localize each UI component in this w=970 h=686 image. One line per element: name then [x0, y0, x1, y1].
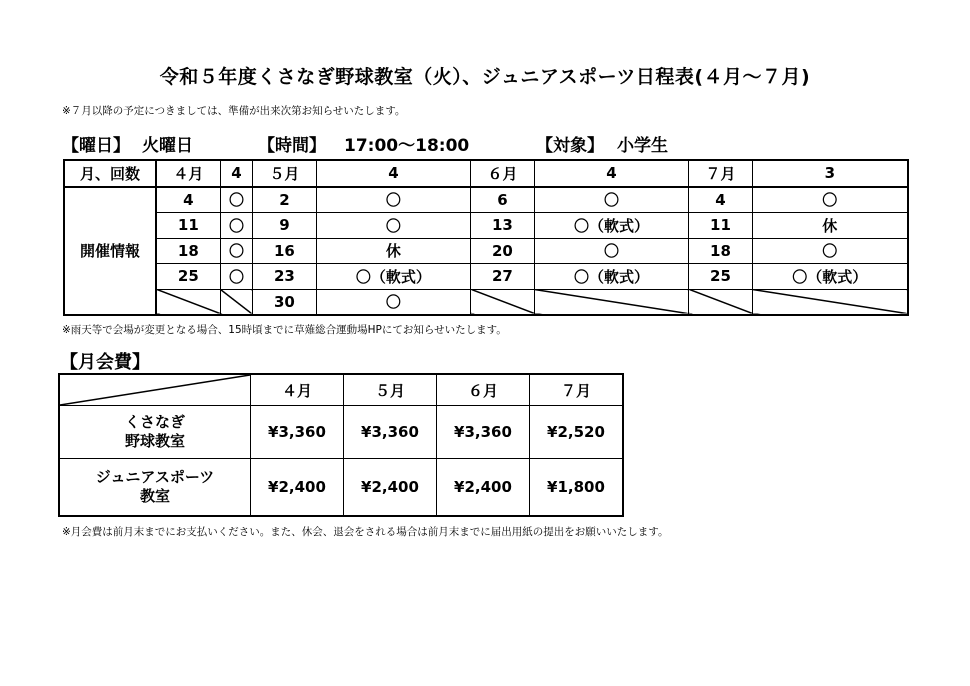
- schedule-table: [63, 159, 909, 316]
- fee-program-name-line1: ジュニアスポーツ: [95, 468, 215, 486]
- note-rain: ※雨天等で会場が変更となる場合、15時頃までに草薙総合運動場HPにてお知らせいたします。: [62, 324, 507, 336]
- session-status: 〇: [534, 238, 689, 264]
- fee-value: ¥2,400: [437, 459, 530, 517]
- session-date: 4: [689, 187, 752, 213]
- time-label: 【時間】: [258, 136, 326, 156]
- schedule-row: [64, 264, 908, 290]
- session-date: 23: [253, 264, 316, 290]
- note-top: ※７月以降の予定につきましては、準備が出来次第お知らせいたします。: [62, 105, 406, 117]
- session-date: 6: [471, 187, 534, 213]
- session-date: 27: [471, 264, 534, 290]
- fee-value: ¥2,520: [530, 406, 624, 459]
- fees-header-row: [59, 374, 623, 406]
- fee-row: [59, 406, 623, 459]
- session-date: 25: [156, 264, 220, 290]
- session-status: 〇: [316, 289, 471, 315]
- session-status: 〇: [316, 213, 471, 239]
- session-status: 〇: [752, 238, 908, 264]
- session-status: 休: [316, 238, 471, 264]
- session-status: 〇: [534, 187, 689, 213]
- target-value: 小学生: [617, 136, 668, 156]
- session-status: 〇: [220, 213, 253, 239]
- session-status: 休: [752, 213, 908, 239]
- fees-table: [58, 373, 624, 517]
- fee-value: ¥2,400: [251, 459, 344, 517]
- schedule-header-row: [64, 160, 908, 187]
- schedule-row: [64, 187, 908, 213]
- session-date: 2: [253, 187, 316, 213]
- fee-program-name: [59, 406, 251, 459]
- empty-cell: [752, 289, 908, 315]
- fee-month: ４月: [251, 374, 344, 406]
- day-value: 火曜日: [142, 136, 193, 156]
- fee-program-name: [59, 459, 251, 517]
- empty-cell: [220, 289, 253, 315]
- month-label: ４月: [156, 160, 220, 187]
- session-status: 〇: [752, 187, 908, 213]
- target-label: 【対象】: [536, 136, 604, 156]
- month-label: ７月: [689, 160, 752, 187]
- month-label: ５月: [253, 160, 316, 187]
- fee-program-name-line1: くさなぎ: [124, 413, 185, 431]
- month-count: 4: [534, 160, 689, 187]
- fees-heading: 【月会費】: [60, 352, 150, 373]
- fee-month: ７月: [530, 374, 624, 406]
- schedule-row: [64, 213, 908, 239]
- page-title: 令和５年度くさなぎ野球教室（火）、ジュニアスポーツ日程表(４月～７月): [159, 66, 811, 88]
- fee-month: ６月: [437, 374, 530, 406]
- month-label: ６月: [471, 160, 534, 187]
- fee-row: [59, 459, 623, 517]
- time-value: 17:00～18:00: [344, 136, 470, 156]
- schedule-row-label: 開催情報: [64, 187, 156, 316]
- fee-month: ５月: [344, 374, 437, 406]
- session-date: 30: [253, 289, 316, 315]
- session-date: 13: [471, 213, 534, 239]
- session-date: 16: [253, 238, 316, 264]
- month-count: 4: [316, 160, 471, 187]
- session-date: 25: [689, 264, 752, 290]
- session-status: 〇: [316, 187, 471, 213]
- day-label: 【曜日】: [62, 136, 130, 156]
- empty-cell: [534, 289, 689, 315]
- session-status: 〇: [220, 264, 253, 290]
- empty-cell: [156, 289, 220, 315]
- fee-value: ¥3,360: [251, 406, 344, 459]
- schedule-header-label: 月、回数: [64, 160, 156, 187]
- fee-program-name-line2: 野球教室: [124, 432, 185, 450]
- month-count: 3: [752, 160, 908, 187]
- session-status: 〇（軟式）: [752, 264, 908, 290]
- session-status: 〇（軟式）: [534, 264, 689, 290]
- fee-value: ¥3,360: [437, 406, 530, 459]
- fee-value: ¥2,400: [344, 459, 437, 517]
- empty-cell: [59, 374, 251, 406]
- session-date: 20: [471, 238, 534, 264]
- session-status: 〇（軟式）: [316, 264, 471, 290]
- session-date: 11: [689, 213, 752, 239]
- empty-cell: [471, 289, 534, 315]
- month-count: 4: [220, 160, 253, 187]
- note-bottom: ※月会費は前月末までにお支払いください。また、休会、退会をされる場合は前月末までに届出用紙の提出をお願いいたします。: [62, 526, 669, 538]
- session-status: 〇: [220, 187, 253, 213]
- session-status: 〇: [220, 238, 253, 264]
- session-date: 18: [689, 238, 752, 264]
- session-date: 18: [156, 238, 220, 264]
- fee-value: ¥3,360: [344, 406, 437, 459]
- schedule-row: [64, 289, 908, 315]
- session-date: 9: [253, 213, 316, 239]
- session-status: 〇（軟式）: [534, 213, 689, 239]
- empty-cell: [689, 289, 752, 315]
- schedule-row: [64, 238, 908, 264]
- fee-value: ¥1,800: [530, 459, 624, 517]
- fee-program-name-line2: 教室: [139, 487, 170, 505]
- session-date: 4: [156, 187, 220, 213]
- session-date: 11: [156, 213, 220, 239]
